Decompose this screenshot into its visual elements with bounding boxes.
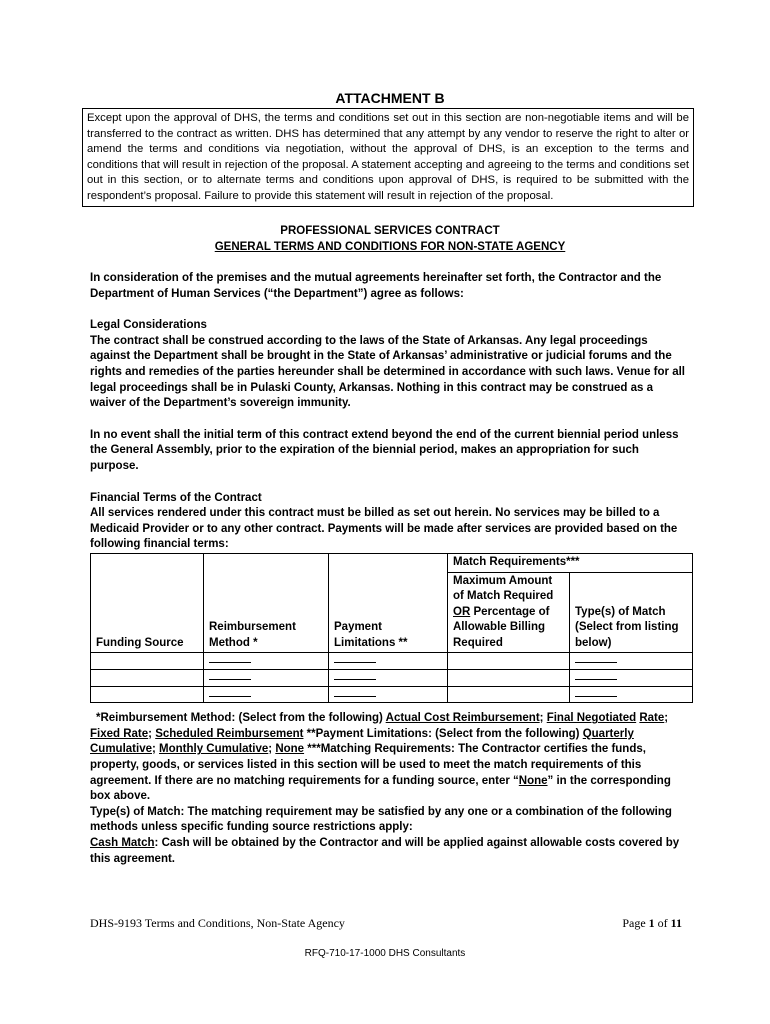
header-match-type: Type(s) of Match (Select from listing below) bbox=[570, 572, 693, 653]
header-payment-limitations: Payment Limitations ** bbox=[329, 553, 448, 653]
table-cell[interactable] bbox=[448, 670, 570, 687]
header-maximum-match: Maximum Amount of Match Required OR Percentage of Allowable Billing Required bbox=[448, 572, 570, 653]
table-cell[interactable] bbox=[204, 653, 329, 670]
term-paragraph: In no event shall the initial term of this contract extend beyond the end of the current biennial period unless the General Assembly, prior to the expiration of the biennial period, makes an appropriation for such purpose. bbox=[90, 428, 679, 472]
table-cell[interactable] bbox=[329, 670, 448, 687]
notice-box: Except upon the approval of DHS, the terms and conditions set out in this section are non-negotiable items and will be transferred to the contract as written. DHS has determined that any attempt by any vendor to reserve the right to alter or amend the terms and conditions via negotiation, without the approval of DHS, is an exception to the terms and conditions that will result in rejection of the proposal. A statement accepting and agreeing to the terms and conditions set out in this section, or to alternate terms and conditions upon approval of DHS, is required to be submitted with the respondent’s proposal. Failure to provide this statement will result in rejection of the proposal. bbox=[82, 108, 694, 207]
financial-heading: Financial Terms of the Contract bbox=[90, 491, 262, 504]
table-cell[interactable] bbox=[570, 686, 693, 703]
contract-subheading: GENERAL TERMS AND CONDITIONS FOR NON-STATE AGENCY bbox=[214, 240, 566, 253]
header-match-requirements: Match Requirements*** bbox=[448, 553, 693, 572]
table-cell[interactable] bbox=[329, 653, 448, 670]
financial-paragraph: All services rendered under this contract must be billed as set out herein. No services may be billed to a Medicaid Provider or to any other contract. Payments will be made after services are provided based on the following financial terms: bbox=[90, 507, 678, 551]
table-cell[interactable] bbox=[570, 653, 693, 670]
table-cell[interactable] bbox=[91, 653, 204, 670]
table-cell[interactable] bbox=[329, 686, 448, 703]
footer-page-number: Page 1 of 11 bbox=[622, 916, 682, 930]
legal-paragraph: The contract shall be construed according to the laws of the State of Arkansas. Any legal proceedings against the Department shall be brought in the State of Arkansas’ administrative or judicial forums and the rights and remedies of the parties hereunder shall be determined in accordance with such laws. Venue for all legal proceedings shall be in Pulaski County, Arkansas. Nothing in this contract may be construed as a waiver of the Department’s sovereign immunity. bbox=[90, 334, 685, 410]
table-cell[interactable] bbox=[204, 686, 329, 703]
table-cell[interactable] bbox=[91, 686, 204, 703]
header-reimbursement-method: Reimbursement Method * bbox=[204, 553, 329, 653]
match-type-notes: Type(s) of Match: The matching requirement may be satisfied by any one or a combination of the following methods unless specific funding source restrictions apply: bbox=[90, 805, 672, 834]
page-title: ATTACHMENT B bbox=[335, 90, 445, 106]
header-funding-source: Funding Source bbox=[91, 553, 204, 653]
table-cell[interactable] bbox=[91, 670, 204, 687]
document-page bbox=[87, 90, 690, 867]
table-cell[interactable] bbox=[204, 670, 329, 687]
financial-terms-table bbox=[90, 553, 693, 703]
table-cell[interactable] bbox=[448, 653, 570, 670]
reimbursement-notes: *Reimbursement Method: (Select from the following) Actual Cost Reimbursement; Final Negotiated Rate; Fixed Rate; Scheduled Reimbursement **Payment Limitations: (Select from the following) Quarterly Cumulative; Monthly Cumulative; None ***Matching Requirements: The Contractor certifies the funds, property, goods, or services listed in this section will be used to meet the match requirements of this agreement. If there are no matching requirements for a funding source, enter “None” in the corresponding box above. bbox=[90, 712, 671, 803]
legal-heading: Legal Considerations bbox=[90, 319, 207, 332]
notes-block bbox=[90, 711, 690, 867]
footer-form-name: DHS-9193 Terms and Conditions, Non-State Agency bbox=[90, 916, 345, 930]
cash-match-notes: Cash Match: Cash will be obtained by the Contractor and will be applied against allowable costs covered by this agreement. bbox=[90, 837, 680, 865]
intro-paragraph: In consideration of the premises and the mutual agreements hereinafter set forth, the Contractor and the Department of Human Services (“the Department”) agree as follows: bbox=[90, 272, 662, 300]
rfq-reference: RFQ-710-17-1000 DHS Consultants bbox=[304, 948, 466, 959]
table-cell[interactable] bbox=[448, 686, 570, 703]
contract-heading: PROFESSIONAL SERVICES CONTRACT bbox=[280, 225, 500, 237]
table-cell[interactable] bbox=[570, 670, 693, 687]
